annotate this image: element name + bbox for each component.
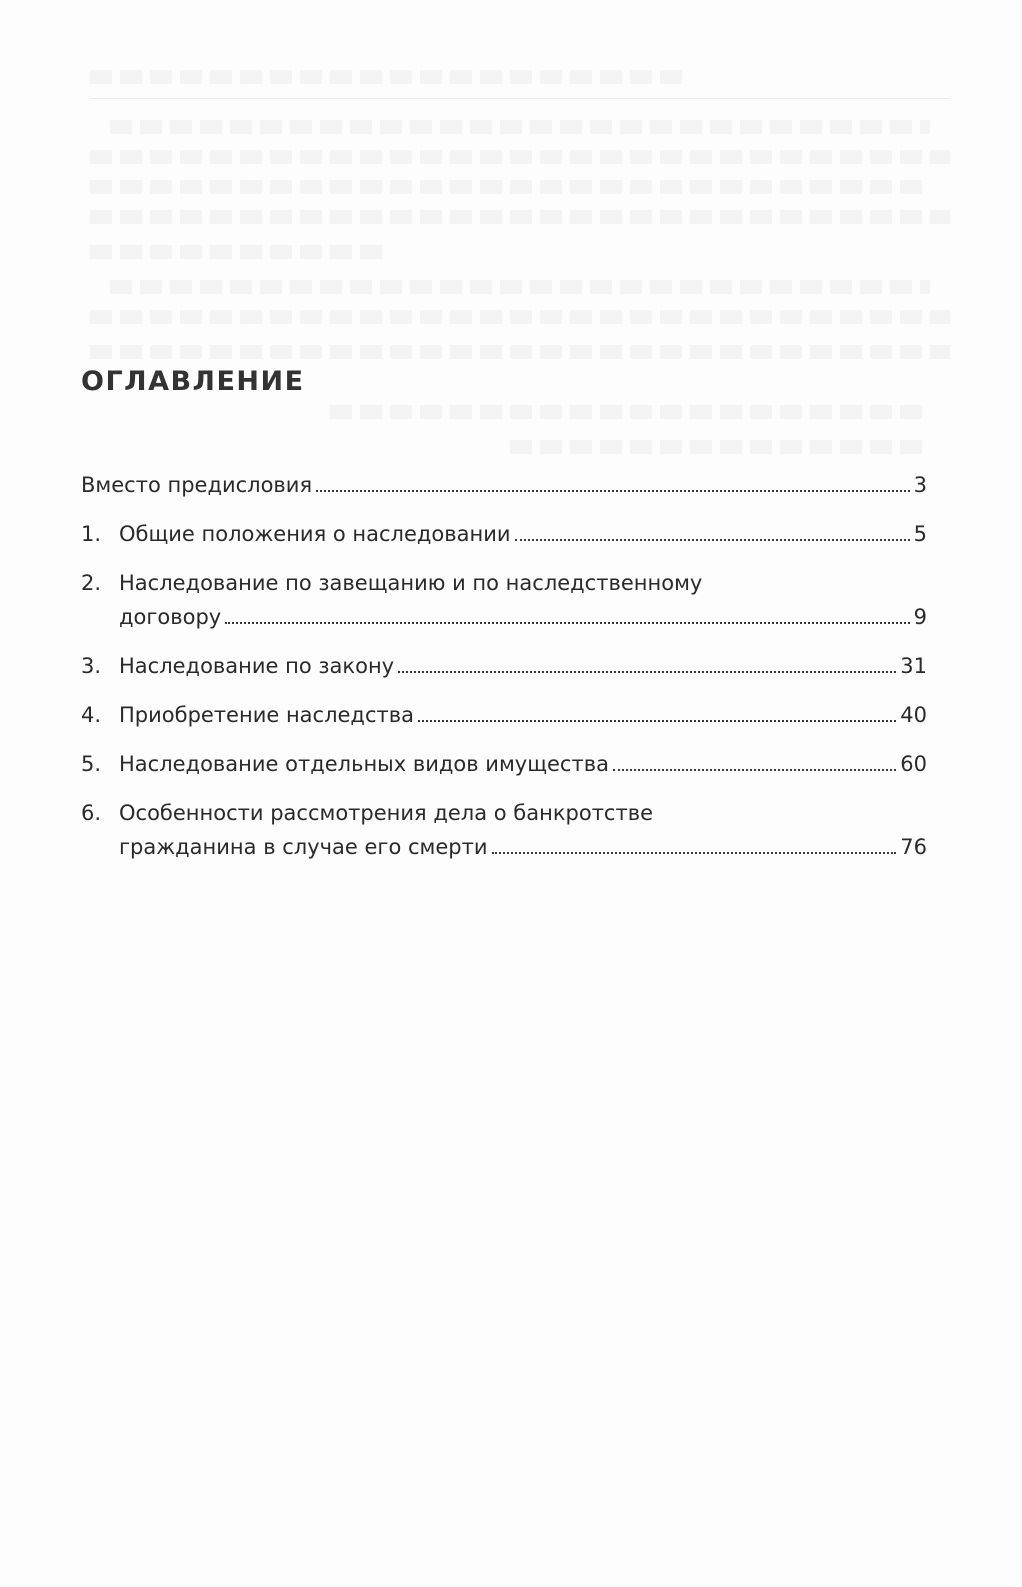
- toc-entry-text: договору: [119, 605, 222, 629]
- toc-page-number: 76: [900, 835, 927, 859]
- toc-entry-text: Наследование отдельных видов имущества: [119, 752, 609, 776]
- dot-leader: [515, 539, 910, 541]
- toc-entry-body: [119, 747, 927, 781]
- dot-leader: [225, 622, 909, 624]
- toc-entry-text: гражданина в случае его смерти: [119, 835, 488, 859]
- toc-entry-3[interactable]: [81, 649, 927, 683]
- toc-entry-number: 3.: [81, 654, 102, 678]
- toc-entry-preface[interactable]: [81, 468, 927, 502]
- dot-leader: [613, 769, 896, 771]
- toc-entry-text: Вместо предисловия: [81, 473, 313, 497]
- dot-leader: [418, 720, 896, 722]
- toc-entry-6[interactable]: [81, 796, 927, 864]
- toc-page-number: 9: [913, 605, 927, 629]
- toc-entry-number: 5.: [81, 752, 102, 776]
- toc-page-number: 31: [900, 654, 927, 678]
- toc-title: ОГЛАВЛЕНИЕ: [81, 366, 305, 397]
- bleed-through-text: [90, 60, 950, 480]
- toc-entry-body: [119, 566, 927, 634]
- toc-entry-2[interactable]: [81, 566, 927, 634]
- toc-entry-body: [119, 649, 927, 683]
- dot-leader: [492, 852, 897, 854]
- toc-entry-number: 4.: [81, 703, 102, 727]
- toc-entry-4[interactable]: [81, 698, 927, 732]
- dot-leader: [316, 490, 910, 492]
- toc-entry-1[interactable]: [81, 517, 927, 551]
- toc-list: [81, 468, 927, 879]
- toc-entry-body: [119, 698, 927, 732]
- toc-entry-body: [81, 468, 927, 502]
- toc-entry-text-line1: Наследование по завещанию и по наследственному: [119, 571, 703, 595]
- toc-entry-text: Приобретение наследства: [119, 703, 414, 727]
- toc-page-number: 60: [900, 752, 927, 776]
- toc-entry-body: [119, 517, 927, 551]
- dot-leader: [398, 671, 896, 673]
- toc-page-number: 3: [913, 473, 927, 497]
- toc-entry-text: Общие положения о наследовании: [119, 522, 511, 546]
- toc-entry-number: 2.: [81, 571, 102, 595]
- toc-page-number: 5: [913, 522, 927, 546]
- toc-entry-5[interactable]: [81, 747, 927, 781]
- toc-page-number: 40: [900, 703, 927, 727]
- toc-entry-number: 1.: [81, 522, 102, 546]
- toc-entry-body: [119, 796, 927, 864]
- toc-entry-number: 6.: [81, 801, 102, 825]
- toc-entry-text: Наследование по закону: [119, 654, 395, 678]
- toc-entry-text-line1: Особенности рассмотрения дела о банкротстве: [119, 801, 654, 825]
